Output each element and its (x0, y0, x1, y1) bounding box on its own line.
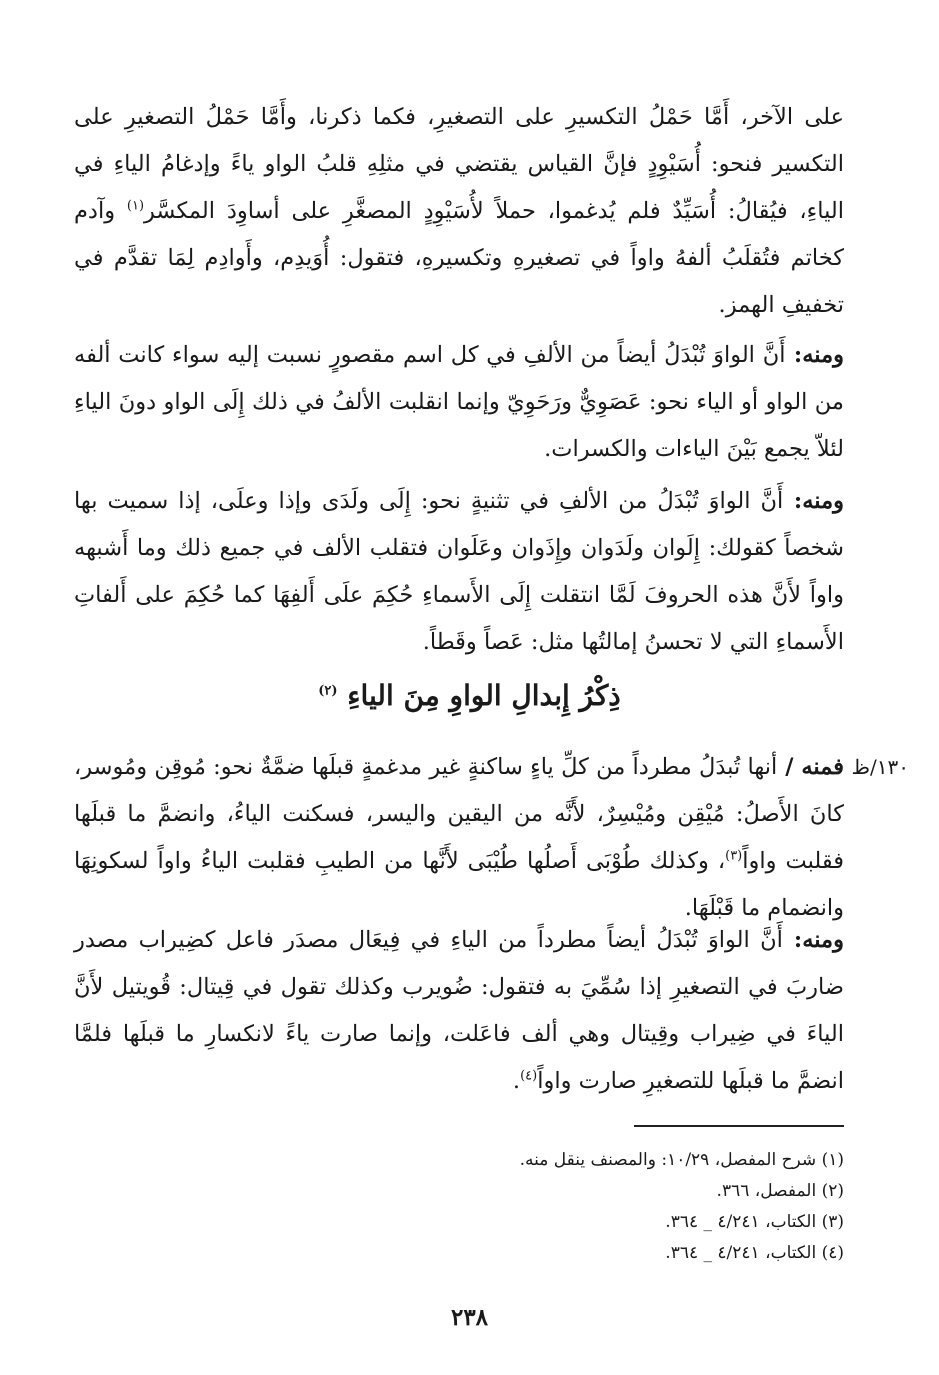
paragraph-body: أَنَّ الواوَ تُبْدَلُ أيضاً مطرداً من الياءِ في فِيعَال مصدَر فاعل كضِيراب مصدر ضاربَ في التصغيرِ إذا سُمِّيَ به فتقول: ضُويرب وكذلك تقول في قِيتال: قُويتيل لأَنَّ الياءَ في ضِيراب وقِيتال وهي ألف فاعَلت، وإنما صارت ياءً لانكسارِ ما قبلَها فلمَّا انضمَّ ما قبلَها للتصغيرِ صارت واواً (74, 927, 844, 1094)
footnote-2: (٢) المفصل، ٣٦٦. (716, 1181, 844, 1201)
footnote-divider (634, 1125, 844, 1127)
paragraph-body: أنها تُبدَلُ مطرداً من كلِّ ياءٍ ساكنةٍ غير مدغمةٍ قبلَها ضمَّةٌ نحو: مُوقِن ومُوسر، كانَ الأَصلُ: مُيْقِن ومُيْسِرٌ، لأَنَّه من اليقين واليسر، فسكنت الياءُ، وانضمَّ ما قبلَها فقلبت واواً (74, 754, 844, 874)
footnote-marker: (٣) (725, 848, 743, 864)
paragraph-text (74, 744, 844, 932)
paragraph-text (74, 917, 844, 1105)
footnote-marker: (١) (126, 198, 145, 214)
paragraph-text (74, 94, 844, 329)
paragraph-body: أَنَّ الواوَ تُبْدَلُ أيضاً من الألفِ في كل اسم مقصورٍ نسبت إليه سواء كانت ألفه من الواو أو الياء نحو: عَصَوِيٌّ ورَحَوِيّ وإنما انقلبت الألفُ في ذلك إِلَى الواو دونَ الياءِ لئلاّ يجمع بَيْنَ الياءات والكسرات. (74, 342, 844, 462)
paragraph-3 (74, 478, 844, 666)
paragraph-1 (74, 94, 844, 329)
paragraph-2 (74, 332, 844, 473)
section-heading-text: ذِكْرُ إِبدالِ الواوِ مِنَ الياءِ (347, 679, 621, 712)
paragraph-lead: ومنه: (785, 342, 844, 368)
paragraph-body: على الآخر، أَمَّا حَمْلُ التكسيرِ على التصغيرِ، فكما ذكرنا، وأَمَّا حَمْلُ التصغيرِ على التكسير فنحو: أُسَيْوِدٍ فإنَّ القياس يقتضي في مثلِهِ قلبُ الواو ياءً وإدغامُ الياءِ في الياءِ، فيُقالُ: أُسَيِّدٌ فلم يُدغموا، حملاً لأُسَيْوِدٍ المصغَّرِ على أساوِدَ المكسَّر (74, 104, 844, 224)
footnote-marker: (٤) (520, 1068, 538, 1084)
paragraph-5 (74, 917, 844, 1105)
paragraph-body: أَنَّ الواوَ تُبْدَلُ من الألفِ في تثنيةٍ نحو: إِلَى ولَدَى وإذا وعلَى، إذا سميت بها شخصاً كقولك: إِلَوان ولَدَوان وإِذَوان وعَلَوان فتقلب الألف في جميع ذلك وما أَشبهه واواً لأَنَّ هذه الحروفَ لَمَّا انتقلت إِلَى الأَسماءِ حُكِمَ علَى أَلفِهَا كما حُكِمَ على أَلفاتِ الأَسماءِ التي لا تحسنُ إمالتُها مثل: عَصاً وقَطاً. (74, 488, 844, 655)
footnote-1: (١) شرح المفصل، ١٠/٢٩: والمصنف ينقل منه. (519, 1150, 844, 1170)
paragraph-text (74, 478, 844, 666)
manuscript-folio-note: ١٣٠/ظ (851, 755, 909, 779)
paragraph-lead: ومنه: (783, 488, 844, 514)
paragraph-4 (74, 744, 844, 932)
paragraph-tail: . (512, 1068, 521, 1094)
footnote-3: (٣) الكتاب، ٤/٢٤١ _ ٣٦٤. (665, 1212, 844, 1232)
footnote-marker: (٢) (318, 683, 338, 699)
paragraph-text (74, 332, 844, 473)
paragraph-tail: وآدم كخاتم فتُقلَبُ ألفهُ واواً في تصغيرهِ وتكسيرهِ، فتقول: أُوَيدِم، وأَوادِم لِمَا تقدَّم في تخفيفِ الهمز. (74, 198, 844, 318)
footnote-4: (٤) الكتاب، ٤/٢٤١ _ ٣٦٤. (665, 1243, 844, 1263)
paragraph-tail: ، وكذلك طُوْبَى أَصلُها طُيْبَى لأَنَّها من الطيبِ فقلبت الياءُ واواً لسكونِهَا وانضمام ما قَبْلَهَا. (74, 848, 844, 921)
paragraph-lead: فمنه / (777, 754, 844, 780)
paragraph-lead: ومنه: (782, 927, 844, 953)
section-heading (0, 670, 939, 722)
page-number: ٢٣٨ (450, 1304, 489, 1331)
footnotes (74, 1145, 844, 1269)
